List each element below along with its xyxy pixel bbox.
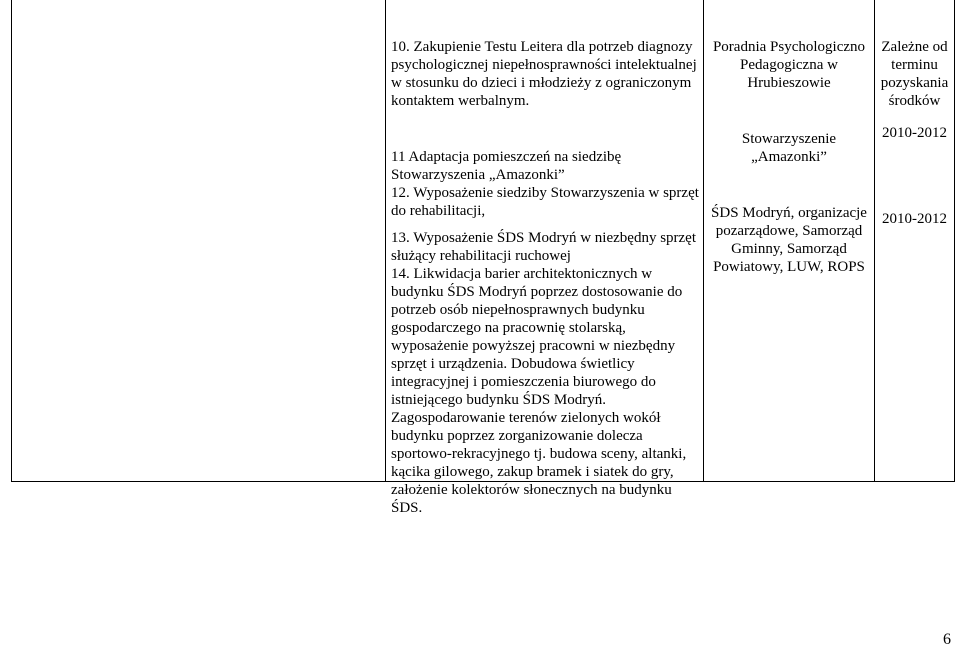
activity-11: 11 Adaptacja pomieszczeń na siedzibę Stowarzyszenia „Amazonki” (391, 149, 622, 183)
timeframe-dependent-funding: Zależne od terminu pozyskania środków (880, 39, 949, 109)
executor-poradnia: Poradnia Psychologiczno Pedagogiczna w Hrubieszowie (712, 39, 866, 91)
activity-10: 10. Zakupienie Testu Leitera dla potrzeb diagnozy psychologicznej niepełnosprawności intelektualnej w stosunku do dzieci i młodzieży z ograniczonym kontaktem werbalnym. (391, 39, 697, 109)
table-right-border (954, 0, 955, 482)
timeframe-2010-2012-b: 2010-2012 (882, 211, 947, 227)
page-number: 6 (943, 631, 951, 648)
timeframe-2010-2012-a: 2010-2012 (882, 125, 947, 141)
timeframe-cell (876, 38, 953, 228)
executor-sds-modryn: ŚDS Modryń, organizacje pozarządowe, Samorząd Gminny, Samorząd Powiatowy, LUW, ROPS (711, 205, 867, 275)
activity-13: 13. Wyposażenie ŚDS Modryń w niezbędny sprzęt służący rehabilitacji ruchowej (391, 230, 697, 264)
executor-cell (706, 38, 872, 276)
activity-14: 14. Likwidacja barier architektonicznych w budynku ŚDS Modryń poprzez dostosowanie do potrzeb osób niepełnosprawnych budynku gospodarczego na pracownię stolarską, wyposażenie powyższej pracowni w niezbędny sprzęt i urządzenia. Dobudowa świetlicy integracyjnej i pomieszczenia biurowego do istniejącego budynku ŚDS Modryń. Zagospodarowanie terenów zielonych wokół budynku poprzez zorganizowanie dolecza sportowo-rekracyjnego tj. budowa sceny, altanki, kącika gilowego, zakup bramek i siatek do gry, założenie kolektorów słonecznych na budynku ŚDS. (391, 266, 687, 516)
table-left-border (11, 0, 12, 482)
table-column-divider-3 (874, 0, 875, 482)
table-column-divider-2 (703, 0, 704, 482)
activity-12: 12. Wyposażenie siedziby Stowarzyszenia w sprzęt do rehabilitacji, (391, 185, 699, 219)
table-column-divider-1 (385, 0, 386, 482)
activities-cell (391, 38, 701, 517)
executor-stowarzyszenie: Stowarzyszenie „Amazonki” (741, 131, 837, 165)
